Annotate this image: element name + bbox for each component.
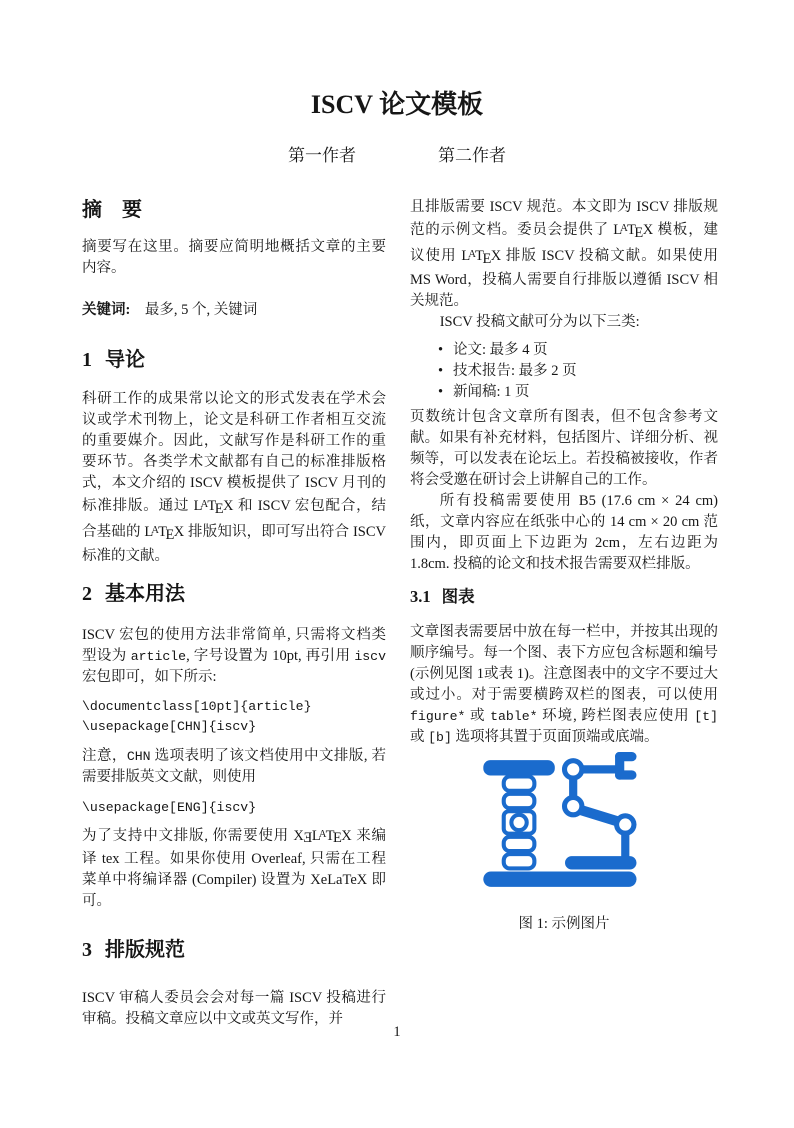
figure-1 — [410, 752, 718, 900]
latex-logo: LATEX — [144, 523, 185, 543]
section-3-heading — [82, 936, 386, 964]
keywords-line: 关键词: 最多, 5 个, 关键词 — [82, 302, 258, 318]
paragraph: 注意，CHN 选项表明了该文档使用中文排版, 若需要排版英文文献，则使用 — [82, 747, 387, 785]
latex-logo: LATEX — [613, 221, 654, 241]
latex-logo: LATEX — [461, 247, 502, 267]
list-item — [438, 361, 718, 382]
inline-code: table* — [490, 708, 538, 724]
code-line: \documentclass[10pt]{article} — [82, 698, 312, 714]
page-title: ISCV 论文模板 — [310, 90, 484, 119]
list-item-label: 新闻稿: 1 页 — [453, 383, 530, 400]
section-1-heading — [82, 346, 386, 374]
paragraph: ISCV 宏包的使用方法非常简单, 只需将文档类型设为 article, 字号设置为 10pt, 再引用 iscv 宏包即可，如下所示: — [82, 626, 387, 685]
section-3-1-heading — [410, 585, 718, 609]
right-column — [410, 190, 718, 935]
abstract-paragraph: 摘要写在这里。摘要应简明地概括文章的主要内容。 — [82, 239, 386, 276]
author-2: 第二作者 — [438, 146, 506, 165]
figure-1-caption: 图 1: 示例图片 — [518, 915, 610, 932]
section-number: 3.1 — [410, 586, 431, 606]
section-title: 基本用法 — [105, 582, 185, 605]
section-title: 导论 — [105, 349, 145, 371]
paragraph: 且排版需要 ISCV 规范。本文即为 ISCV 排版规范的示例文档。委员会提供了 LATEX 模板，建议使用 LATEX 排版 ISCV 投稿文献。如果使用 MS Word，投稿人需要自行排版以遵循 ISCV 相关规范。 — [410, 199, 719, 309]
xelatex-logo: XƎLATEX — [293, 827, 352, 847]
bold-label: 关键词: — [82, 302, 131, 318]
bullet-icon: • — [438, 383, 444, 400]
section-title: 排版规范 — [105, 939, 185, 962]
paragraph: 所有投稿需要使用 B5 (17.6 cm × 24 cm) 纸，文章内容应在纸张中心的 14 cm × 20 cm 范围内，即页面上下边距为 2cm，左右边距为 1.8cm. 投稿的论文和技术报告需要双栏排版。 — [410, 492, 718, 572]
code-line: \usepackage[CHN]{iscv} — [82, 718, 257, 734]
paragraph: ISCV 审稿人委员会会对每一篇 ISCV 投稿进行审稿。投稿文章应以中文或英文写作，并 — [82, 990, 386, 1028]
paragraph: 科研工作的成果常以论文的形式发表在学术会议或学术刊物上，论文是科研工作者相互交流的重要媒介。因此，文献写作是科研工作的重要环节。各类学术文献都有自己的标准排版格式，本文介绍的 ISCV 模板提供了 ISCV 月刊的标准排版。通过 LATEX 和 ISCV 宏包配合，结合基础的 LATEX 排版知识，即可写出符合 ISCV 标准的文献。 — [82, 391, 387, 564]
inline-code: [t] — [694, 708, 718, 724]
code-block-usepackage-eng — [82, 798, 386, 818]
section-title: 图表 — [441, 586, 475, 606]
submission-type-list — [438, 340, 718, 403]
list-item-label: 技术报告: 最多 2 页 — [453, 362, 577, 379]
author-list — [0, 141, 794, 166]
inline-code: CHN — [126, 748, 151, 764]
section-number: 1 — [82, 349, 92, 371]
paragraph: ISCV 投稿文献可分为以下三类: — [439, 313, 640, 330]
page-number: 1 — [393, 1024, 401, 1040]
left-column — [82, 190, 386, 1030]
paragraph: 文章图表需要居中放在每一栏中，并按其出现的顺序编号。每一个图、表下方应包含标题和编号 (示例见图 1或表 1)。注意图表中的文字不要过大或过小。对于需要横跨双栏的图表，可以使用 figure* 或 table* 环境, 跨栏图表应使用 [t] 或 [b] 选项将其置于页面顶端或底端。 — [410, 623, 718, 745]
section-number: 3 — [82, 939, 92, 962]
author-1: 第一作者 — [288, 146, 356, 165]
section-number: 2 — [82, 582, 92, 605]
list-item-label: 论文: 最多 4 页 — [453, 341, 548, 358]
latex-logo: LATEX — [193, 497, 234, 517]
inline-code: article — [130, 648, 187, 664]
list-item — [438, 340, 718, 361]
section-2-heading — [82, 580, 386, 608]
list-item — [438, 382, 718, 403]
paragraph: 页数统计包含文章所有图表，但不包含参考文献。如果有补充材料，包括图片、详细分析、视频等，可以发表在论坛上。若投稿被接收，作者将会受邀在研讨会上讲解自己的工作。 — [410, 408, 718, 488]
code-line: \usepackage[ENG]{iscv} — [82, 799, 257, 815]
bullet-icon: • — [438, 362, 444, 379]
inline-code: iscv — [354, 648, 387, 664]
inline-code: figure* — [410, 708, 466, 724]
bullet-icon: • — [438, 341, 444, 358]
robot-arm-logo-image — [481, 752, 647, 895]
code-block-documentclass — [82, 697, 386, 737]
paragraph: 为了支持中文排版, 你需要使用 XƎLATEX 来编译 tex 工程。如果你使用 Overleaf, 只需在工程菜单中将编译器 (Compiler) 设置为 XeLaTeX 即可。 — [82, 827, 387, 910]
abstract-heading: 摘 要 — [82, 199, 142, 221]
inline-code: [b] — [428, 729, 452, 745]
